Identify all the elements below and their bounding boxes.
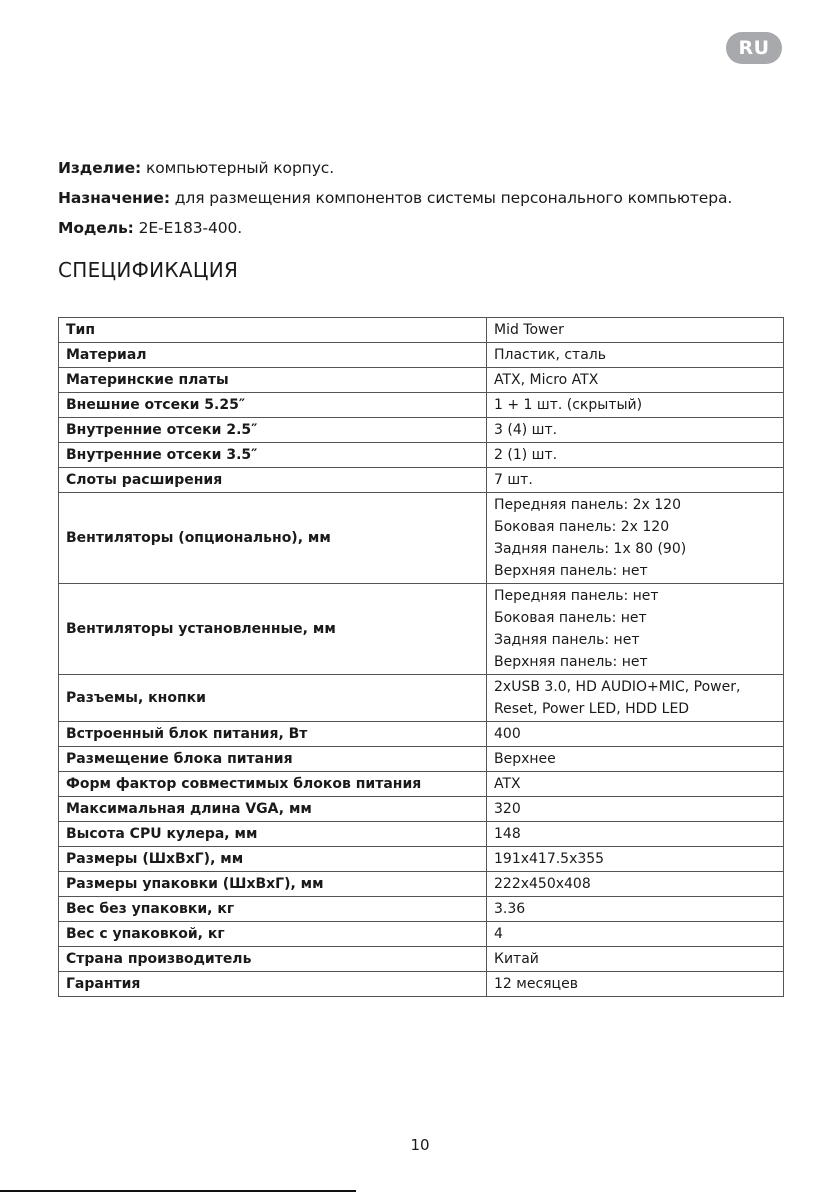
spec-value [487, 584, 784, 675]
info-value: компьютерный корпус. [141, 159, 335, 177]
spec-value-line: Передняя панель: нет [494, 588, 659, 604]
spec-value [487, 847, 784, 872]
table-row [59, 947, 784, 972]
spec-key: Размещение блока питания [59, 747, 487, 772]
spec-key: Размеры упаковки (ШxВxГ), мм [59, 872, 487, 897]
spec-value [487, 722, 784, 747]
table-row [59, 747, 784, 772]
spec-value [487, 897, 784, 922]
spec-value-line: Задняя панель: 1x 80 (90) [494, 541, 687, 557]
table-row [59, 847, 784, 872]
spec-value [487, 747, 784, 772]
spec-key: Вес без упаковки, кг [59, 897, 487, 922]
spec-value-line: Верхняя панель: нет [494, 654, 648, 670]
spec-key: Вес с упаковкой, кг [59, 922, 487, 947]
table-row [59, 443, 784, 468]
spec-value [487, 368, 784, 393]
table-row [59, 922, 784, 947]
spec-value [487, 418, 784, 443]
spec-key: Высота CPU кулера, мм [59, 822, 487, 847]
spec-key: Встроенный блок питания, Вт [59, 722, 487, 747]
spec-value [487, 972, 784, 997]
spec-key: Разъемы, кнопки [59, 675, 487, 722]
table-row [59, 418, 784, 443]
spec-value [487, 822, 784, 847]
spec-key: Гарантия [59, 972, 487, 997]
spec-value-line: Верхнее [494, 751, 556, 767]
info-purpose [58, 183, 798, 213]
table-row [59, 722, 784, 747]
spec-value [487, 318, 784, 343]
spec-value-line: Боковая панель: нет [494, 610, 647, 626]
language-badge: RU [726, 32, 782, 64]
spec-key: Форм фактор совместимых блоков питания [59, 772, 487, 797]
table-row [59, 318, 784, 343]
spec-value [487, 443, 784, 468]
table-row [59, 468, 784, 493]
info-value: 2E-E183-400. [133, 219, 243, 237]
table-row [59, 393, 784, 418]
spec-value [487, 797, 784, 822]
spec-value-line: 4 [494, 926, 503, 942]
spec-key: Внешние отсеки 5.25″ [59, 393, 487, 418]
spec-key: Размеры (ШxВxГ), мм [59, 847, 487, 872]
spec-key: Вентиляторы (опционально), мм [59, 493, 487, 584]
table-row [59, 772, 784, 797]
spec-value-line: 12 месяцев [494, 976, 578, 992]
spec-value-line: ATX, Micro ATX [494, 372, 599, 388]
table-row [59, 368, 784, 393]
table-row [59, 797, 784, 822]
table-row [59, 872, 784, 897]
spec-value [487, 493, 784, 584]
spec-value [487, 393, 784, 418]
spec-value-line: Верхняя панель: нет [494, 563, 648, 579]
spec-value-line: 3.36 [494, 901, 526, 917]
spec-key: Внутренние отсеки 3.5″ [59, 443, 487, 468]
info-label: Изделие: [58, 159, 142, 177]
table-row [59, 584, 784, 675]
spec-value-line: Mid Tower [494, 322, 564, 338]
spec-value-line: Китай [494, 951, 539, 967]
spec-value-line: 400 [494, 726, 521, 742]
spec-value [487, 675, 784, 722]
spec-value-line: 2 (1) шт. [494, 447, 558, 463]
info-value: для размещения компонентов системы персонального компьютера. [169, 189, 733, 207]
spec-key: Материал [59, 343, 487, 368]
info-label: Назначение: [58, 189, 170, 207]
spec-value-line: 3 (4) шт. [494, 422, 558, 438]
spec-value-line: 148 [494, 826, 521, 842]
spec-key: Материнские платы [59, 368, 487, 393]
spec-value [487, 468, 784, 493]
spec-value-line: Reset, Power LED, HDD LED [494, 701, 690, 717]
spec-value-line: ATX [494, 776, 521, 792]
spec-value [487, 947, 784, 972]
spec-value-line: Задняя панель: нет [494, 632, 640, 648]
table-row [59, 972, 784, 997]
info-product [58, 153, 798, 183]
spec-value-line: Передняя панель: 2x 120 [494, 497, 681, 513]
spec-value [487, 772, 784, 797]
spec-value [487, 922, 784, 947]
spec-value-line: 320 [494, 801, 521, 817]
spec-value-line: 222x450x408 [494, 876, 591, 892]
spec-table [58, 317, 784, 997]
spec-key: Внутренние отсеки 2.5″ [59, 418, 487, 443]
spec-table-body [59, 318, 784, 997]
spec-key: Вентиляторы установленные, мм [59, 584, 487, 675]
spec-value [487, 343, 784, 368]
spec-value-line: 191x417.5x355 [494, 851, 605, 867]
section-title: СПЕЦИФИКАЦИЯ [58, 258, 239, 282]
table-row [59, 493, 784, 584]
spec-key: Максимальная длина VGA, мм [59, 797, 487, 822]
spec-value-line: Боковая панель: 2x 120 [494, 519, 670, 535]
spec-value-line: 7 шт. [494, 472, 533, 488]
product-info [58, 153, 798, 243]
spec-value-line: 1 + 1 шт. (скрытый) [494, 397, 643, 413]
page-number: 10 [410, 1136, 430, 1154]
table-row [59, 897, 784, 922]
info-model [58, 213, 798, 243]
spec-value-line: 2xUSB 3.0, HD AUDIO+MIC, Power, [494, 679, 741, 695]
table-row [59, 343, 784, 368]
spec-value-line: Пластик, сталь [494, 347, 606, 363]
spec-value [487, 872, 784, 897]
spec-key: Слоты расширения [59, 468, 487, 493]
info-label: Модель: [58, 219, 134, 237]
spec-key: Тип [59, 318, 487, 343]
table-row [59, 675, 784, 722]
spec-key: Страна производитель [59, 947, 487, 972]
table-row [59, 822, 784, 847]
